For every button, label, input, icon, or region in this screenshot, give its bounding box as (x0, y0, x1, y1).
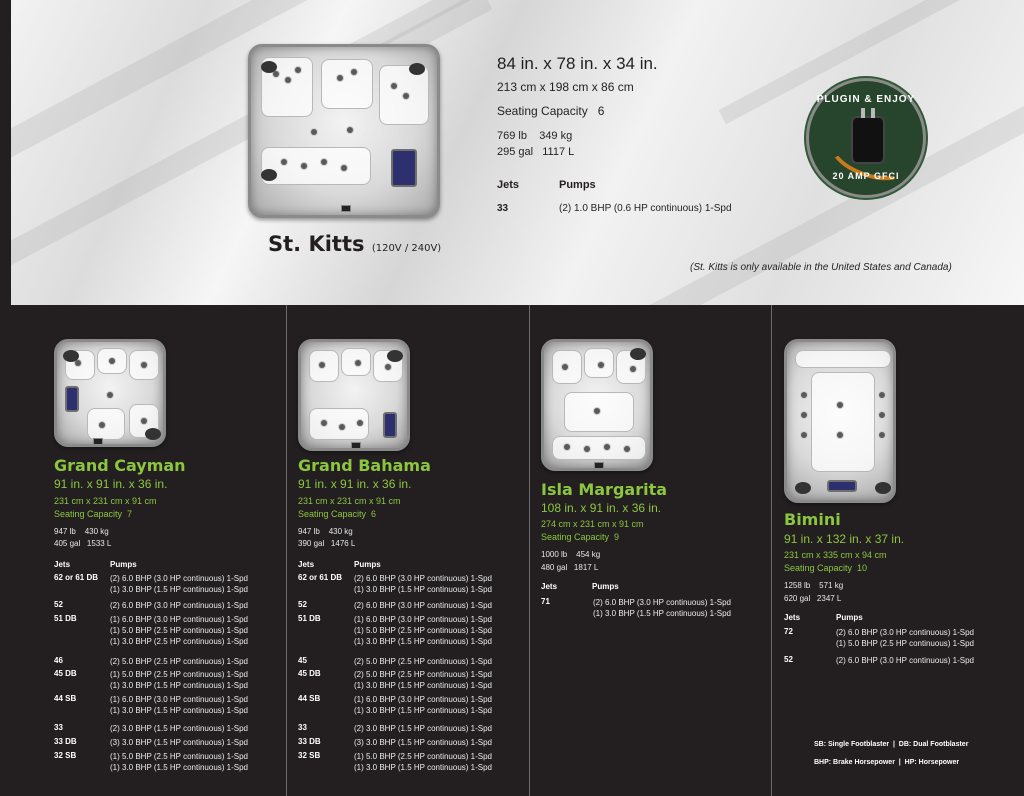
pump-spec-line: (2) 6.0 BHP (3.0 HP continuous) 1-Spd (110, 574, 248, 583)
pump-spec-line: (2) 6.0 BHP (3.0 HP continuous) 1-Spd (354, 574, 492, 583)
model-dimensions-cm: 231 cm x 231 cm x 91 cm (54, 496, 157, 506)
pump-specs (354, 723, 492, 734)
jets-count: 52 (784, 655, 793, 664)
pump-spec-line: (1) 3.0 BHP (1.5 HP continuous) 1-Spd (354, 763, 492, 772)
pump-specs (354, 751, 492, 773)
model-weight: 947 lb 430 kg (298, 527, 353, 536)
pump-specs (354, 737, 492, 748)
pump-specs (110, 656, 248, 667)
grand-cayman-tub-image (54, 339, 166, 447)
jets-count: 52 (54, 600, 63, 609)
model-name: Grand Bahama (298, 456, 431, 475)
pump-spec-line: (1) 3.0 BHP (1.5 HP continuous) 1-Spd (110, 585, 248, 594)
pump-specs (354, 669, 492, 691)
bimini-tub-image (784, 339, 896, 503)
pump-spec-line: (1) 6.0 BHP (3.0 HP continuous) 1-Spd (110, 695, 248, 704)
jets-count: 46 (54, 656, 63, 665)
pump-specs (110, 573, 248, 595)
pump-specs (354, 573, 492, 595)
pump-specs (110, 600, 248, 611)
pump-specs (110, 751, 248, 773)
st-kitts-availability-note: (St. Kitts is only available in the United States and Canada) (690, 262, 952, 273)
pump-spec-line: (2) 6.0 BHP (3.0 HP continuous) 1-Spd (593, 598, 731, 607)
pump-spec-line: (1) 3.0 BHP (1.5 HP continuous) 1-Spd (354, 585, 492, 594)
model-name: Isla Margarita (541, 480, 668, 499)
model-weight: 1000 lb 454 kg (541, 550, 601, 559)
model-volume: 620 gal 2347 L (784, 594, 842, 603)
power-plug-icon (851, 116, 885, 164)
model-dimensions-in: 91 in. x 132 in. x 37 in. (784, 532, 905, 546)
pump-spec-line: (2) 5.0 BHP (2.5 HP continuous) 1-Spd (354, 657, 492, 666)
pump-specs (836, 627, 974, 649)
pump-specs (354, 600, 492, 611)
jets-count: 62 or 61 DB (54, 573, 99, 582)
pump-spec-line: (1) 3.0 BHP (1.5 HP continuous) 1-Spd (354, 681, 492, 690)
model-dimensions-in: 108 in. x 91 in. x 36 in. (541, 501, 662, 515)
jets-count: 32 SB (54, 751, 77, 760)
jets-count: 33 DB (298, 737, 321, 746)
pump-spec-line: (2) 6.0 BHP (3.0 HP continuous) 1-Spd (836, 656, 974, 665)
jets-count: 33 (54, 723, 63, 732)
jets-count: 33 DB (54, 737, 77, 746)
column-divider (529, 305, 530, 796)
pumps-header: Pumps (836, 613, 863, 622)
model-seating: Seating Capacity 10 (784, 563, 868, 573)
st-kitts-dimensions-cm: 213 cm x 198 cm x 86 cm (497, 80, 634, 94)
pump-spec-line: (1) 3.0 BHP (1.5 HP continuous) 1-Spd (110, 681, 248, 690)
pumps-header: Pumps (354, 560, 381, 569)
pump-spec-line: (1) 5.0 BHP (2.5 HP continuous) 1-Spd (110, 752, 248, 761)
pumps-header: Pumps (110, 560, 137, 569)
pump-specs (110, 694, 248, 716)
jets-count: 44 SB (54, 694, 77, 703)
jets-header: Jets (54, 560, 71, 569)
jets-count: 72 (784, 627, 793, 636)
model-dimensions-in: 91 in. x 91 in. x 36 in. (298, 477, 412, 491)
pump-spec-line: (3) 3.0 BHP (1.5 HP continuous) 1-Spd (110, 738, 248, 747)
st-kitts-seating: Seating Capacity 6 (497, 104, 605, 118)
st-kitts-dimensions-in: 84 in. x 78 in. x 34 in. (497, 54, 658, 73)
pump-spec-line: (2) 3.0 BHP (1.5 HP continuous) 1-Spd (354, 724, 492, 733)
pump-spec-line: (1) 6.0 BHP (3.0 HP continuous) 1-Spd (110, 615, 248, 624)
pump-spec-line: (2) 5.0 BHP (2.5 HP continuous) 1-Spd (110, 657, 248, 666)
model-dimensions-cm: 274 cm x 231 cm x 91 cm (541, 519, 644, 529)
pump-specs (110, 614, 248, 647)
pump-specs (836, 655, 974, 666)
st-kitts-pumps-value: (2) 1.0 BHP (0.6 HP continuous) 1-Spd (559, 203, 732, 214)
jets-count: 62 or 61 DB (298, 573, 343, 582)
jets-count: 32 SB (298, 751, 321, 760)
st-kitts-voltage: (120V / 240V) (371, 243, 442, 254)
model-dimensions-in: 91 in. x 91 in. x 36 in. (54, 477, 168, 491)
isla-margarita-tub-image (541, 339, 653, 471)
st-kitts-jets-value: 33 (497, 203, 509, 214)
pump-spec-line: (1) 3.0 BHP (1.5 HP continuous) 1-Spd (110, 706, 248, 715)
model-weight: 947 lb 430 kg (54, 527, 109, 536)
jets-count: 52 (298, 600, 307, 609)
model-volume: 405 gal 1533 L (54, 539, 112, 548)
st-kitts-jets-header: Jets (497, 179, 520, 191)
column-divider (771, 305, 772, 796)
pump-spec-line: (2) 6.0 BHP (3.0 HP continuous) 1-Spd (836, 628, 974, 637)
pump-specs (110, 723, 248, 734)
pump-spec-line: (1) 3.0 BHP (1.5 HP continuous) 1-Spd (354, 706, 492, 715)
jets-count: 44 SB (298, 694, 321, 703)
pump-spec-line: (1) 6.0 BHP (3.0 HP continuous) 1-Spd (354, 695, 492, 704)
pumps-header: Pumps (592, 582, 619, 591)
jets-count: 71 (541, 597, 550, 606)
pump-spec-line: (2) 6.0 BHP (3.0 HP continuous) 1-Spd (110, 601, 248, 610)
pump-spec-line: (1) 3.0 BHP (1.5 HP continuous) 1-Spd (354, 637, 492, 646)
st-kitts-volume: 295 gal 1117 L (497, 146, 575, 158)
jets-count: 51 DB (298, 614, 321, 623)
model-name: Bimini (784, 510, 841, 529)
model-seating: Seating Capacity 9 (541, 532, 620, 542)
pump-spec-line: (1) 6.0 BHP (3.0 HP continuous) 1-Spd (354, 615, 492, 624)
jets-count: 51 DB (54, 614, 77, 623)
model-volume: 390 gal 1476 L (298, 539, 356, 548)
pump-spec-line: (1) 5.0 BHP (2.5 HP continuous) 1-Spd (354, 626, 492, 635)
pump-spec-line: (2) 3.0 BHP (1.5 HP continuous) 1-Spd (110, 724, 248, 733)
jets-count: 45 DB (54, 669, 77, 678)
st-kitts-weight: 769 lb 349 kg (497, 130, 573, 142)
pump-spec-line: (1) 5.0 BHP (2.5 HP continuous) 1-Spd (110, 670, 248, 679)
st-kitts-tub-image (248, 44, 440, 218)
column-divider (286, 305, 287, 796)
model-weight: 1258 lb 571 kg (784, 581, 844, 590)
pump-specs (354, 656, 492, 667)
pump-spec-line: (2) 6.0 BHP (3.0 HP continuous) 1-Spd (354, 601, 492, 610)
model-dimensions-cm: 231 cm x 231 cm x 91 cm (298, 496, 401, 506)
model-volume: 480 gal 1817 L (541, 563, 599, 572)
st-kitts-pumps-header: Pumps (559, 179, 596, 191)
footblaster-legend: SB: Single Footblaster | DB: Dual Footblaster (814, 741, 969, 748)
plugin-enjoy-badge (806, 78, 926, 198)
badge-bottom-text: 20 AMP GFCI (832, 171, 900, 181)
left-edge-bar (0, 0, 11, 316)
pump-specs (354, 694, 492, 716)
model-seating: Seating Capacity 7 (54, 509, 133, 519)
grand-bahama-tub-image (298, 339, 410, 451)
jets-header: Jets (298, 560, 315, 569)
badge-top-text: PLUGIN & ENJOY (816, 94, 916, 105)
jets-count: 45 DB (298, 669, 321, 678)
pump-spec-line: (1) 5.0 BHP (2.5 HP continuous) 1-Spd (836, 639, 974, 648)
pump-spec-line: (1) 3.0 BHP (1.5 HP continuous) 1-Spd (110, 763, 248, 772)
pump-spec-line: (1) 5.0 BHP (2.5 HP continuous) 1-Spd (110, 626, 248, 635)
st-kitts-title (268, 232, 441, 256)
st-kitts-name: St. Kitts (268, 232, 365, 256)
pump-spec-line: (1) 3.0 BHP (2.5 HP continuous) 1-Spd (110, 637, 248, 646)
pump-specs (110, 737, 248, 748)
pump-specs (354, 614, 492, 647)
model-seating: Seating Capacity 6 (298, 509, 377, 519)
model-dimensions-cm: 231 cm x 335 cm x 94 cm (784, 550, 887, 560)
model-name: Grand Cayman (54, 456, 186, 475)
horsepower-legend: BHP: Brake Horsepower | HP: Horsepower (814, 759, 960, 766)
pump-specs (593, 597, 731, 619)
pump-spec-line: (3) 3.0 BHP (1.5 HP continuous) 1-Spd (354, 738, 492, 747)
pump-spec-line: (1) 5.0 BHP (2.5 HP continuous) 1-Spd (354, 752, 492, 761)
pump-specs (110, 669, 248, 691)
pump-spec-line: (2) 5.0 BHP (2.5 HP continuous) 1-Spd (354, 670, 492, 679)
featured-section (0, 0, 1024, 305)
jets-header: Jets (784, 613, 801, 622)
jets-header: Jets (541, 582, 558, 591)
jets-count: 45 (298, 656, 307, 665)
pump-spec-line: (1) 3.0 BHP (1.5 HP continuous) 1-Spd (593, 609, 731, 618)
jets-count: 33 (298, 723, 307, 732)
